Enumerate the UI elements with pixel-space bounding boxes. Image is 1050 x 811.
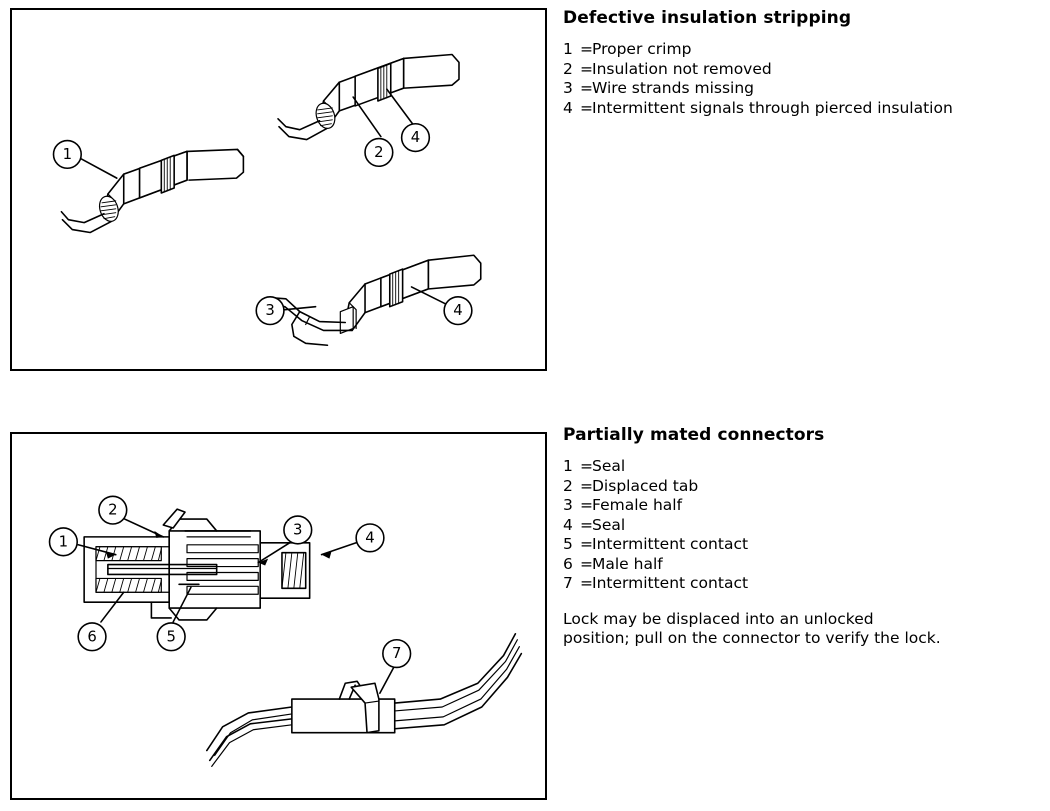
legend-number: 1	[563, 457, 573, 475]
connector-cutaway-illustration	[84, 509, 310, 620]
legend-partially-mated-connectors	[563, 457, 1033, 594]
legend-number: 3	[563, 496, 573, 514]
legend-label: Male half	[592, 554, 663, 573]
legend-label: Intermittent signals through pierced insulation	[592, 98, 953, 117]
note-line: Lock may be displaced into an unlocked	[563, 609, 874, 628]
figure-title-defective-insulation-stripping: Defective insulation stripping	[563, 8, 852, 28]
callout-6-bottom-figure	[78, 592, 124, 650]
callout-label: 3	[265, 302, 275, 320]
figure-partially-mated-connectors	[10, 432, 547, 800]
callout-label: 6	[87, 628, 97, 646]
callout-label: 4	[365, 529, 375, 547]
callout-label: 7	[391, 645, 402, 663]
legend-number: 1	[563, 40, 573, 58]
legend-number: 6	[563, 554, 573, 573]
legend-equals: =	[580, 574, 593, 592]
callout-4-top	[387, 89, 430, 151]
legend-equals: =	[580, 457, 593, 475]
callout-2-bottom-figure	[99, 496, 163, 538]
figure-defective-insulation-stripping	[10, 8, 547, 371]
text-block-defective-insulation-stripping	[563, 8, 1033, 118]
callout-1	[54, 141, 117, 179]
callout-2	[353, 97, 393, 166]
legend-equals: =	[580, 496, 593, 514]
legend-label: Female half	[592, 496, 683, 514]
callout-label: 4	[453, 302, 463, 320]
legend-equals: =	[580, 79, 593, 97]
legend-label: Wire strands missing	[592, 79, 755, 97]
legend-equals: =	[580, 535, 593, 553]
callout-label: 5	[166, 628, 176, 646]
legend-equals: =	[580, 515, 593, 534]
legend-number: 2	[563, 59, 573, 78]
legend-item	[563, 99, 1033, 119]
callout-5-bottom-figure	[157, 587, 191, 650]
legend-item	[563, 574, 1033, 594]
text-block-partially-mated-connectors	[563, 425, 1033, 649]
figure-note	[563, 610, 1033, 649]
callout-label: 2	[108, 501, 118, 519]
callout-4-bottom-figure	[322, 524, 384, 559]
legend-label: Displaced tab	[592, 476, 699, 495]
legend-label: Intermittent contact	[592, 535, 749, 553]
legend-label: Proper crimp	[592, 40, 692, 58]
legend-number: 5	[563, 535, 573, 553]
legend-item	[563, 477, 1033, 497]
legend-item	[563, 40, 1033, 60]
assembled-connector-illustration	[207, 634, 522, 767]
callout-label: 2	[374, 143, 384, 161]
legend-equals: =	[580, 40, 593, 58]
legend-label: Seal	[592, 457, 626, 475]
legend-equals: =	[580, 98, 593, 117]
legend-item	[563, 516, 1033, 536]
legend-item	[563, 496, 1033, 516]
legend-equals: =	[580, 476, 593, 495]
legend-label: Insulation not removed	[592, 59, 772, 78]
legend-number: 7	[563, 574, 573, 592]
legend-item	[563, 535, 1033, 555]
legend-label: Intermittent contact	[592, 574, 749, 592]
legend-item	[563, 457, 1033, 477]
legend-number: 4	[563, 515, 573, 534]
note-line: position; pull on the connector to verify the lock.	[563, 629, 941, 647]
legend-item	[563, 555, 1033, 575]
callout-label: 1	[62, 145, 73, 163]
legend-label: Seal	[592, 515, 626, 534]
crimp-illustration-proper	[61, 149, 243, 232]
legend-equals: =	[580, 554, 593, 573]
legend-item	[563, 60, 1033, 80]
legend-number: 2	[563, 476, 573, 495]
legend-number: 3	[563, 79, 573, 97]
figure-title-partially-mated-connectors: Partially mated connectors	[563, 425, 825, 445]
callout-7-bottom-figure	[380, 640, 411, 693]
callout-label: 4	[410, 129, 421, 147]
legend-item	[563, 79, 1033, 99]
crimp-illustration-insulation-not-removed	[278, 55, 459, 140]
callout-label: 3	[293, 521, 303, 539]
legend-number: 4	[563, 98, 573, 117]
legend-defective-insulation-stripping	[563, 40, 1033, 118]
callout-3	[256, 297, 315, 325]
callout-label: 1	[58, 533, 69, 551]
legend-equals: =	[580, 59, 593, 78]
